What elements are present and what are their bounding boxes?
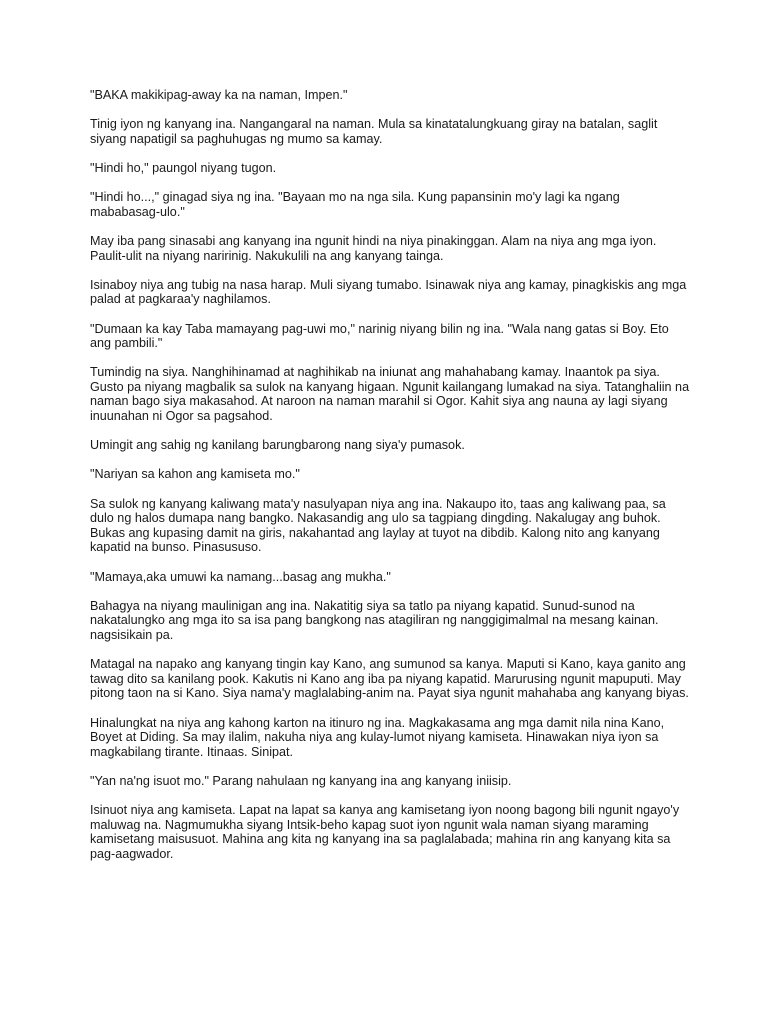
paragraph-14: Matagal na napako ang kanyang tingin kay Kano, ang sumunod sa kanya. Maputi si Kano, kaya ganito ang tawag dito sa kanilang pook. Kakutis ni Kano ang iba pa niyang kapatid. Marurusing ngunit mapuputi. May pitong taon na si Kano. Siya nama'y maglalabing-anim na. Payat siya ngunit mahahaba ang kanyang biyas. — [90, 657, 689, 701]
paragraph-2: Tinig iyon ng kanyang ina. Nangangaral na naman. Mula sa kinatatalungkuang giray na batalan, saglit siyang napatigil sa paghuhugas ng mumo sa kamay. — [90, 117, 658, 146]
paragraph-1: "BAKA makikipag-away ka na naman, Impen." — [90, 88, 348, 102]
story-text — [90, 88, 690, 876]
paragraph-3: "Hindi ho," paungol niyang tugon. — [90, 160, 277, 175]
paragraph-13: Bahagya na niyang maulinigan ang ina. Nakatitig siya sa tatlo pa niyang kapatid. Sunud-sunod na nakatalungko ang mga ito sa isa pang bangkong nas atagiliran ng nanggigimalmal na mesang kainan. nagsisikain pa. — [90, 598, 659, 642]
paragraph-10: "Nariyan sa kahon ang kamiseta mo." — [90, 467, 300, 482]
paragraph-11: Sa sulok ng kanyang kaliwang mata'y nasulyapan niya ang ina. Nakaupo ito, taas ang kaliwang paa, sa dulo ng halos dumapa nang bangko. Nakasandig ang ulo sa tagpiang dingding. Nakalugay ang buhok. Bukas ang kupasing damit na giris, nakahantad ang laylay at tuyot na dibdib. Kalong nito ang kanyang kapatid na bunso. Pinasususo. — [90, 496, 666, 555]
paragraph-5: May iba pang sinasabi ang kanyang ina ngunit hindi na niya pinakinggan. Alam na niya ang mga iyon. Paulit-ulit na niyang naririnig. Nakukulili na ang kanyang tainga. — [90, 233, 657, 263]
paragraph-9: Umingit ang sahig ng kanilang barungbarong nang siya'y pumasok. — [90, 438, 465, 453]
paragraph-16: "Yan na'ng isuot mo." Parang nahulaan ng kanyang ina ang kanyang iniisip. — [90, 773, 512, 788]
paragraph-15: Hinalungkat na niya ang kahong karton na itinuro ng ina. Magkakasama ang mga damit nila nina Kano, Boyet at Diding. Sa may ilalim, nakuha niya ang kulay-lumot niyang kamiseta. Hinawakan niya iyon sa magkabilang tirante. Itinaas. Sinipat. — [90, 715, 665, 759]
paragraph-6: Isinaboy niya ang tubig na nasa harap. Muli siyang tumabo. Isinawak niya ang kamay, pinagkiskis ang mga palad at pagkaraa'y naghilamos. — [90, 277, 687, 307]
paragraph-8: Tumindig na siya. Nanghihinamad at naghihikab na iniunat ang mahahabang kamay. Inaantok pa siya. Gusto pa niyang magbalik sa sulok na kanyang higaan. Ngunit kailangang lumakad na siya. Tatanghaliin na naman bago siya makasahod. At naroon na naman marahil si Ogor. Kahit siya ang nauna ay lagi siyang inuunahan ni Ogor sa pagsahod. — [90, 365, 690, 424]
paragraph-4: "Hindi ho...," ginagad siya ng ina. "Bayaan mo na nga sila. Kung papansinin mo'y lagi ka ngang mababasag-ulo." — [90, 190, 620, 219]
paragraph-17: Isinuot niya ang kamiseta. Lapat na lapat sa kanya ang kamisetang iyon noong bagong bili ngunit ngayo'y maluwag na. Nagmumukha siyang Intsik-beho kapag suot iyon ngunit wala naman siyang maraming kamisetang maisusuot. Mahina ang kita ng kanyang ina sa paglalabada; mahina rin ang kanyang kita sa pag-aagwador. — [90, 803, 680, 861]
paragraph-12: "Mamaya,aka umuwi ka namang...basag ang mukha." — [90, 569, 391, 584]
paragraph-7: "Dumaan ka kay Taba mamayang pag-uwi mo," narinig niyang bilin ng ina. "Wala nang gatas si Boy. Eto ang pambili." — [90, 321, 669, 351]
